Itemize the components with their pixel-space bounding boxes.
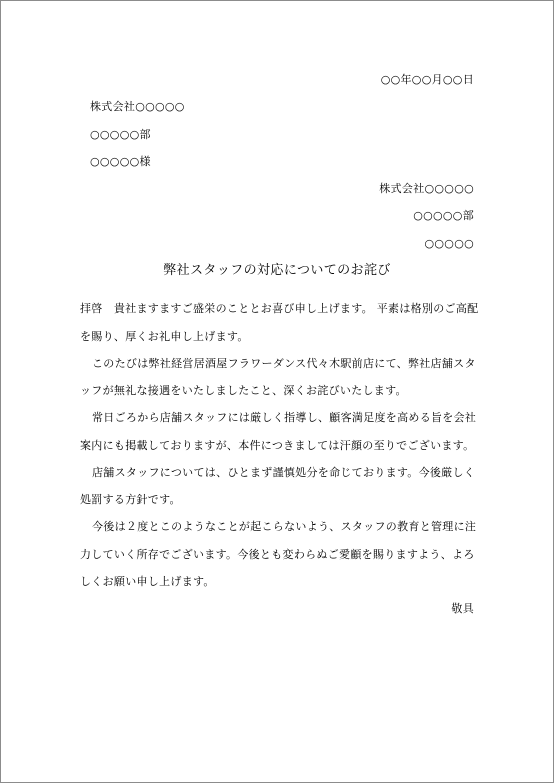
sender-company: 株式会社○○○○○	[379, 182, 474, 195]
body-line: ッフが無礼な接遇をいたしましたこと、深くお詫びいたします。	[80, 384, 407, 397]
body-line: 今後は２度とこのようなことが起こらないよう、スタッフの教育と管理に注	[92, 520, 477, 533]
body-line: 拝啓 貴社ますますご盛栄のこととお喜び申し上げます。 平素は格別のご高配	[80, 302, 479, 315]
body-line: 常日ごろから店舗スタッフには厳しく指導し、顧客満足度を高める旨を会社	[92, 411, 477, 424]
body-line: 力していく所存でございます。今後とも変わらぬご愛顧を賜りますよう、よろ	[80, 548, 475, 561]
body-line: 処罰する方針です。	[80, 493, 181, 506]
body-line: を賜り、厚くお礼申し上げます。	[80, 330, 249, 343]
recipient-company: 株式会社○○○○○	[90, 100, 185, 113]
letter-date: ○○年○○月○○日	[380, 73, 474, 86]
body-line: 店舗スタッフについては、ひとまず謹慎処分を命じております。今後厳しく	[92, 466, 476, 479]
recipient-name: ○○○○○様	[90, 155, 151, 168]
body-line: 案内にも掲載しておりますが、本件につきましては汗顔の至りでございます。	[80, 439, 475, 452]
body-line: しくお願い申し上げます。	[80, 575, 215, 588]
sender-name: ○○○○○	[424, 237, 474, 250]
sender-department: ○○○○○部	[413, 209, 474, 222]
closing-phrase: 敬具	[451, 602, 474, 615]
letter-title: 弊社スタッフの対応についてのお詫び	[163, 263, 391, 278]
recipient-department: ○○○○○部	[90, 128, 151, 141]
body-line: このたびは弊社経営居酒屋フラワーダンス代々木駅前店にて、弊社店舗スタ	[92, 357, 476, 370]
